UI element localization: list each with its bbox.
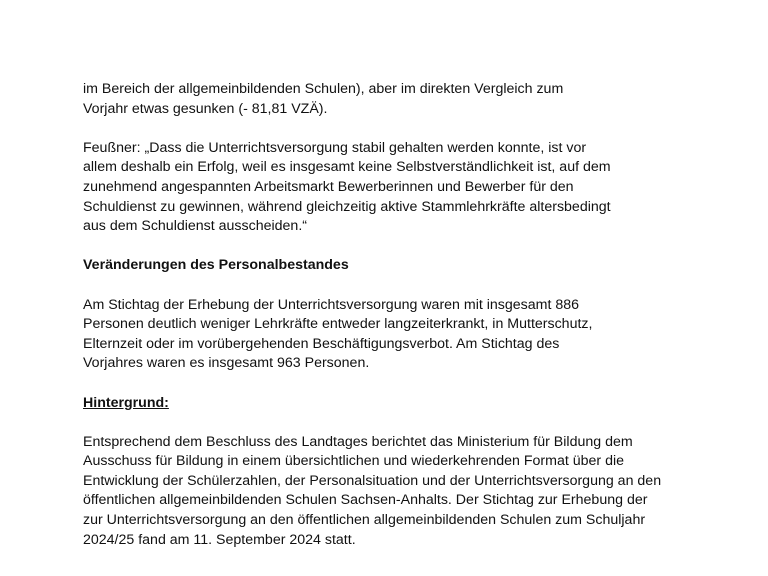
paragraph-gap [83, 119, 723, 139]
text-line: Schuldienst zu gewinnen, während gleichzeitig aktive Stammlehrkräfte altersbedingt [83, 198, 611, 215]
paragraph-background [83, 433, 723, 551]
paragraph-gap [83, 276, 723, 296]
section-heading-background-text: Hintergrund: [83, 394, 169, 411]
paragraph-personnel-changes [83, 296, 723, 374]
text-line: Entsprechend dem Beschluss des Landtages berichtet das Ministerium für Bildung dem [83, 433, 633, 450]
text-line: Feußner: „Dass die Unterrichtsversorgung stabil gehalten werden konnte, ist vor [83, 139, 587, 156]
text-line: Am Stichtag der Erhebung der Unterrichtsversorgung waren mit insgesamt 886 [83, 296, 580, 313]
text-line: öffentlichen allgemeinbildenden Schulen Sachsen-Anhalts. Der Stichtag zur Erhebung der [83, 492, 648, 509]
text-line: zur Unterrichtsversorgung an den öffentlichen allgemeinbildenden Schulen zum Schuljahr [83, 512, 646, 529]
text-line: 2024/25 fand am 11. September 2024 statt. [83, 531, 356, 548]
text-line: Entwicklung der Schülerzahlen, der Personalsituation und der Unterrichtsversorgung an den [83, 472, 662, 489]
text-line: Elternzeit oder im vorübergehenden Beschäftigungsverbot. Am Stichtag des [83, 335, 560, 352]
text-line: Vorjahr etwas gesunken (- 81,81 VZÄ). [83, 100, 328, 117]
paragraph-quote-feussner [83, 139, 723, 237]
text-line: aus dem Schuldienst ausscheiden.“ [83, 218, 307, 235]
document-page [83, 80, 723, 550]
paragraph-staff-volume [83, 80, 723, 119]
text-line: allem deshalb ein Erfolg, weil es insgesamt keine Selbstverständlichkeit ist, auf dem [83, 159, 611, 176]
paragraph-gap [83, 413, 723, 433]
text-line: zunehmend angespannten Arbeitsmarkt Bewerberinnen und Bewerber für den [83, 178, 574, 195]
text-line: Ausschuss für Bildung in einem übersichtlichen und wiederkehrenden Format über die [83, 453, 625, 470]
paragraph-gap [83, 374, 723, 394]
text-line: Vorjahres waren es insgesamt 963 Personen. [83, 355, 370, 372]
section-heading-personnel: Veränderungen des Personalbestandes [83, 257, 349, 274]
text-line: Personen deutlich weniger Lehrkräfte entweder langzeiterkrankt, in Mutterschutz, [83, 316, 593, 333]
text-line: im Bereich der allgemeinbildenden Schulen), aber im direkten Vergleich zum [83, 81, 564, 97]
section-heading-background [83, 394, 723, 414]
paragraph-gap [83, 237, 723, 257]
